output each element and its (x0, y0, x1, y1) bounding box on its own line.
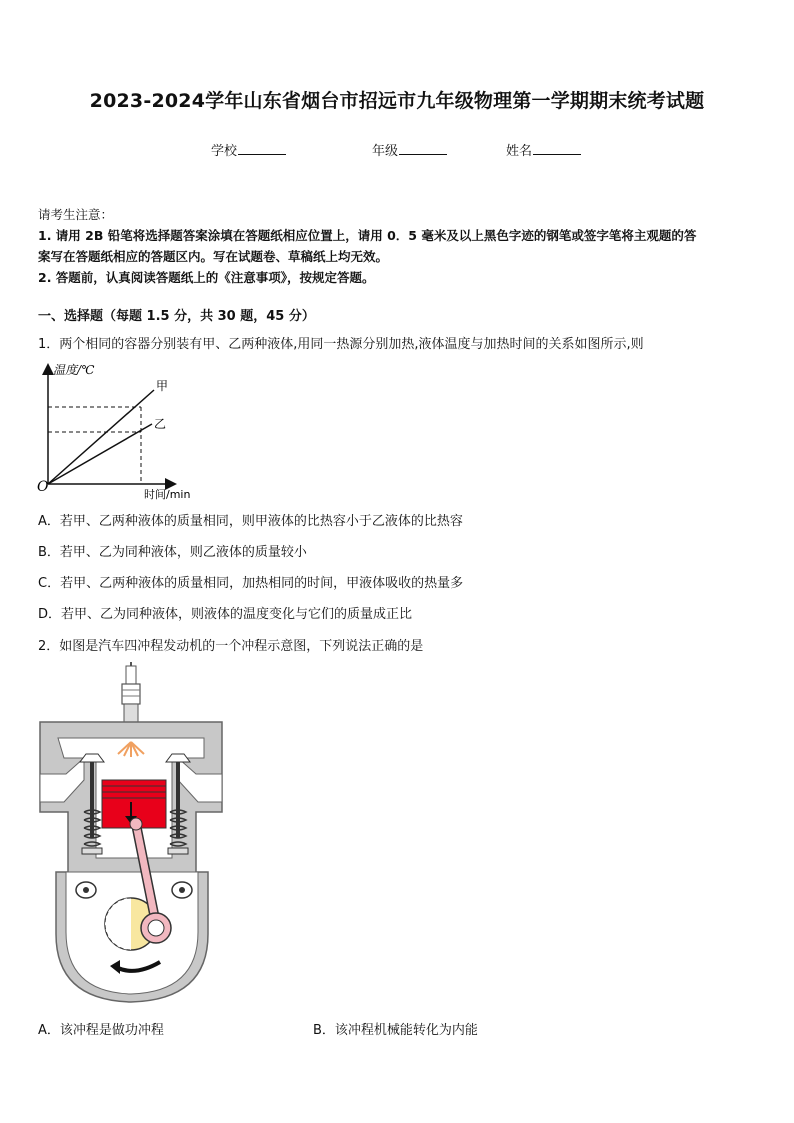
temperature-time-graph (34, 360, 204, 502)
notice-item-1a: 1. 请用 2B 铅笔将选择题答案涂填在答题纸相应位置上，请用 0．5 毫米及以上黑色字迹的钢笔或签字笔将主观题的答 (38, 228, 697, 243)
name-blank[interactable] (533, 142, 581, 155)
q1-option-b[interactable]: B．若甲、乙为同种液体，则乙液体的质量较小 (38, 545, 307, 560)
engine-stroke-diagram (36, 662, 232, 1006)
school-field[interactable] (211, 140, 286, 159)
name-label: 姓名 (506, 144, 533, 159)
q2-option-b[interactable]: B．该冲程机械能转化为内能 (313, 1023, 478, 1038)
name-field[interactable] (506, 140, 581, 159)
school-blank[interactable] (238, 142, 286, 155)
line-jia-label: 甲 (156, 379, 169, 393)
q1-option-c[interactable]: C．若甲、乙两种液体的质量相同，加热相同的时间，甲液体吸收的热量多 (38, 576, 464, 591)
grade-label: 年级 (372, 144, 399, 159)
intake-cam (76, 882, 96, 898)
notice-heading: 请考生注意： (38, 207, 114, 222)
exam-title: 2023-2024学年山东省烟台市招远市九年级物理第一学期期末统考试题 (89, 90, 705, 112)
section-heading: 一、选择题（每题 1.5 分，共 30 题，45 分） (38, 309, 315, 324)
question-2-stem: 2．如图是汽车四冲程发动机的一个冲程示意图，下列说法正确的是 (38, 639, 424, 654)
line-yi-label: 乙 (154, 417, 167, 431)
school-label: 学校 (211, 144, 238, 159)
q1-option-d[interactable]: D．若甲、乙为同种液体，则液体的温度变化与它们的质量成正比 (38, 607, 413, 622)
notice-item-2: 2. 答题前，认真阅读答题纸上的《注意事项》，按规定答题。 (38, 270, 375, 285)
line-yi (48, 424, 152, 484)
y-axis-label: 温度/℃ (53, 363, 95, 377)
x-axis-label: 时间/min (144, 488, 191, 501)
line-jia (48, 390, 154, 484)
grade-field[interactable] (372, 140, 447, 159)
spark-plug-icon (122, 662, 140, 724)
origin-label: O (37, 479, 49, 495)
notice-block (38, 204, 763, 288)
notice-item-1b: 案写在答题纸相应的答题区内。写在试题卷、草稿纸上均无效。 (38, 249, 389, 264)
question-1-stem: 1．两个相同的容器分别装有甲、乙两种液体,用同一热源分别加热,液体温度与加热时间的关系如图所示,则 (38, 337, 644, 352)
q2-option-a[interactable]: A．该冲程是做功冲程 (38, 1023, 164, 1038)
exhaust-cam (172, 882, 192, 898)
q1-option-a[interactable]: A．若甲、乙两种液体的质量相同，则甲液体的比热容小于乙液体的比热容 (38, 514, 463, 529)
grade-blank[interactable] (399, 142, 447, 155)
